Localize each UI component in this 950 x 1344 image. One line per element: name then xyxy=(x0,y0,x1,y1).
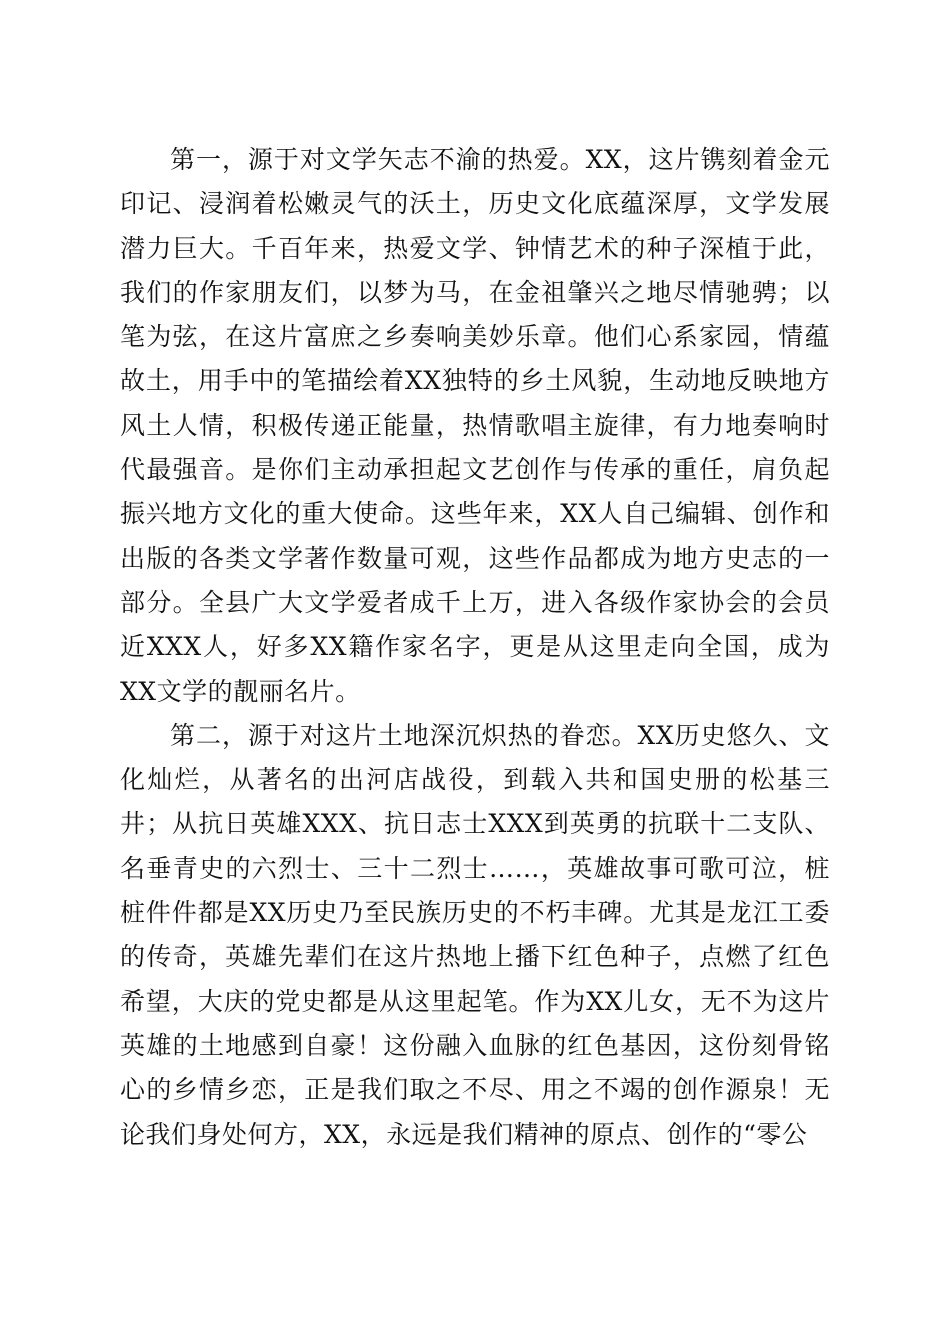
document-body xyxy=(120,138,830,1157)
paragraph-1: 第一，源于对文学矢志不渝的热爱。XX，这片镌刻着金元印记、浸润着松嫩灵气的沃土，历史文化底蕴深厚，文学发展潜力巨大。千百年来，热爱文学、钟情艺术的种子深植于此，我们的作家朋友们，以梦为马，在金祖肇兴之地尽情驰骋；以笔为弦，在这片富庶之乡奏响美妙乐章。他们心系家园，情蕴故土，用手中的笔描绘着XX独特的乡土风貌，生动地反映地方风土人情，积极传递正能量，热情歌唱主旋律，有力地奏响时代最强音。是你们主动承担起文艺创作与传承的重任，肩负起振兴地方文化的重大使命。这些年来，XX人自己编辑、创作和出版的各类文学著作数量可观，这些作品都成为地方史志的一部分。全县广大文学爱者成千上万，进入各级作家协会的会员近XXX人，好多XX籍作家名字，更是从这里走向全国，成为XX文学的靓丽名片。 xyxy=(120,145,830,706)
paragraph-2: 第二，源于对这片土地深沉炽热的眷恋。XX历史悠久、文化灿烂，从著名的出河店战役，到载入共和国史册的松基三井；从抗日英雄XXX、抗日志士XXX到英勇的抗联十二支队、名垂青史的六烈士、三十二烈士……，英雄故事可歌可泣，桩桩件件都是XX历史乃至民族历史的不朽丰碑。尤其是龙江工委的传奇，英雄先辈们在这片热地上播下红色种子，点燃了红色希望，大庆的党史都是从这里起笔。作为XX儿女，无不为这片英雄的土地感到自豪！这份融入血脉的红色基因，这份刻骨铭心的乡情乡恋，正是我们取之不尽、用之不竭的创作源泉！无论我们身处何方，XX，永远是我们精神的原点、创作的“零公 xyxy=(120,720,830,1149)
